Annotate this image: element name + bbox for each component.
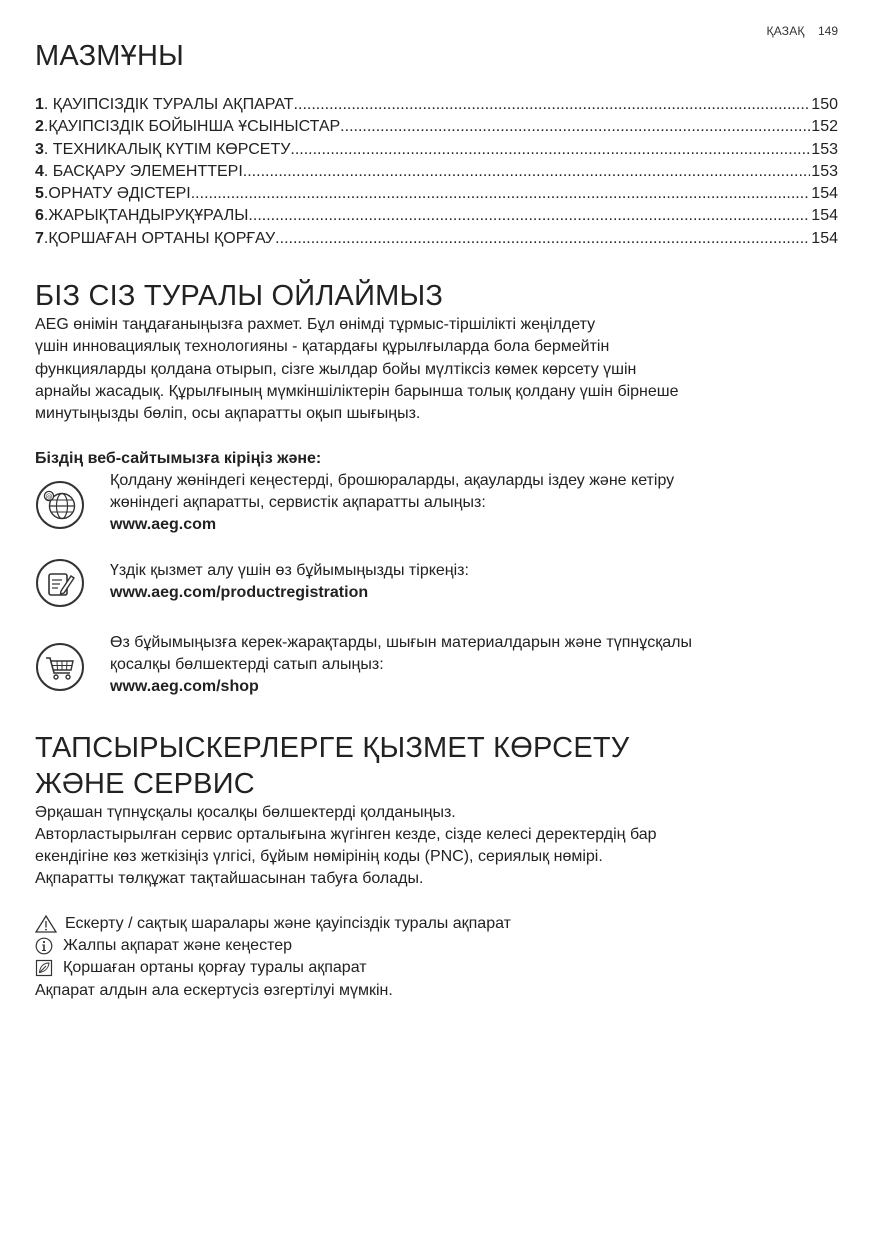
service-line: Авторластырылған сервис орталығына жүгінген кезде, сізде келесі деректердің бар [35,825,657,843]
warning-icon [35,915,57,933]
language-label: ҚАЗАҚ [766,24,805,38]
web-item-registration: Үздік қызмет алу үшін өз бұйымыңызды тіркеңіз: www.aeg.com/productregistration [35,560,838,610]
service-line: Әрқашан түпнұсқалы қосалқы бөлшектерді қолданыңыз. [35,803,456,821]
web-item-shop: Өз бұйымыңызға керек-жарақтарды, шығын материалдарын және түпнұсқалы қосалқы бөлшектерді сатып алыңыз: www.aeg.com/shop [35,632,838,700]
page-number: 149 [817,24,838,38]
website-title: Біздің веб-сайтымызға кіріңіз және: [35,449,322,467]
service-title: ЖӘНЕ СЕРВИС [35,767,255,800]
service-line: екендігіне көз жеткізіңіз үлгісі, бұйым нөмірінің коды (PNC), сериялық нөмірі. [35,848,603,866]
about-line: арнайы жасадық. Құрылғының мүмкіншіліктерін барынша толық қолдану үшін бірнеше [35,382,679,400]
service-line: Ақпаратты төлқұжат тақтайшасынан табуға болады. [35,870,424,888]
info-icon [35,937,53,955]
contents-title: МАЗМҰНЫ [35,40,184,72]
legend-item: Жалпы ақпарат және кеңестер [35,935,838,957]
toc-item[interactable]: 4 . БАСҚАРУ ЭЛЕМЕНТТЕРІ ..... 153 [35,161,838,183]
table-of-contents [35,94,838,250]
toc-item[interactable]: 6 .ЖАРЫҚТАНДЫРУҚҰРАЛЫ ..... 154 [35,205,838,227]
about-line: функцияларды қолдана отырып, сізге жылдар бойы мүлтіксіз көмек көрсету үшін [35,360,637,378]
symbol-legend [35,913,838,1002]
service-section [35,730,838,1002]
shop-link[interactable]: www.aeg.com/shop [110,678,259,696]
about-line: AEG өнімін таңдағаныңызға рахмет. Бұл өнімді тұрмыс-тіршілікті жеңілдету [35,316,596,334]
toc-item[interactable]: 1 . ҚАУІПСІЗДІК ТУРАЛЫ АҚПАРАТ ..... 150 [35,94,838,116]
service-title: ТАПСЫРЫСКЕРЛЕРГЕ ҚЫЗМЕТ КӨРСЕТУ [35,731,630,764]
about-title: БІЗ СІЗ ТУРАЛЫ ОЙЛАЙМЫЗ [35,280,444,313]
footer-note: Ақпарат алдын ала ескертусіз өзгертілуі мүмкін. [35,981,393,999]
toc-item[interactable]: 3 . ТЕХНИКАЛЫҚ КҮТІМ КӨРСЕТУ ..... 153 [35,139,838,161]
legend-item: Ескерту / сақтық шаралары және қауіпсіздік туралы ақпарат [35,913,838,935]
registration-icon [35,558,85,608]
toc-item[interactable]: 5 .ОРНАТУ ӘДІСТЕРІ ..... 154 [35,183,838,205]
about-line: үшін инновациялық технологияны - қатардағы құрылғыларда бола бермейтін [35,338,610,356]
legend-item: Қоршаған ортаны қорғау туралы ақпарат [35,957,838,979]
page-content [35,38,838,1002]
leaf-icon [35,959,53,977]
about-line: минутыңызды бөліп, осы ақпаратты оқып шығыңыз. [35,405,421,423]
page-header [767,24,838,38]
about-section [35,278,838,699]
toc-item[interactable]: 2 .ҚАУІПСІЗДІК БОЙЫНША ҰСЫНЫСТАР ..... 152 [35,116,838,138]
cart-icon [35,642,85,692]
globe-icon [35,480,85,530]
registration-link[interactable]: www.aeg.com/productregistration [110,583,369,601]
website-link[interactable]: www.aeg.com [110,516,217,534]
web-item-support: @ Қолдану жөніндегі кеңестерді, брошюраларды, ақауларды іздеу және кетіру жөніндегі ақпаратты, сервистік ақпаратты алыңыз: www.aeg.com [35,470,838,538]
toc-item[interactable]: 7 .ҚОРШАҒАН ОРТАНЫ ҚОРҒАУ ..... 154 [35,228,838,250]
svg-text:@: @ [45,492,53,501]
